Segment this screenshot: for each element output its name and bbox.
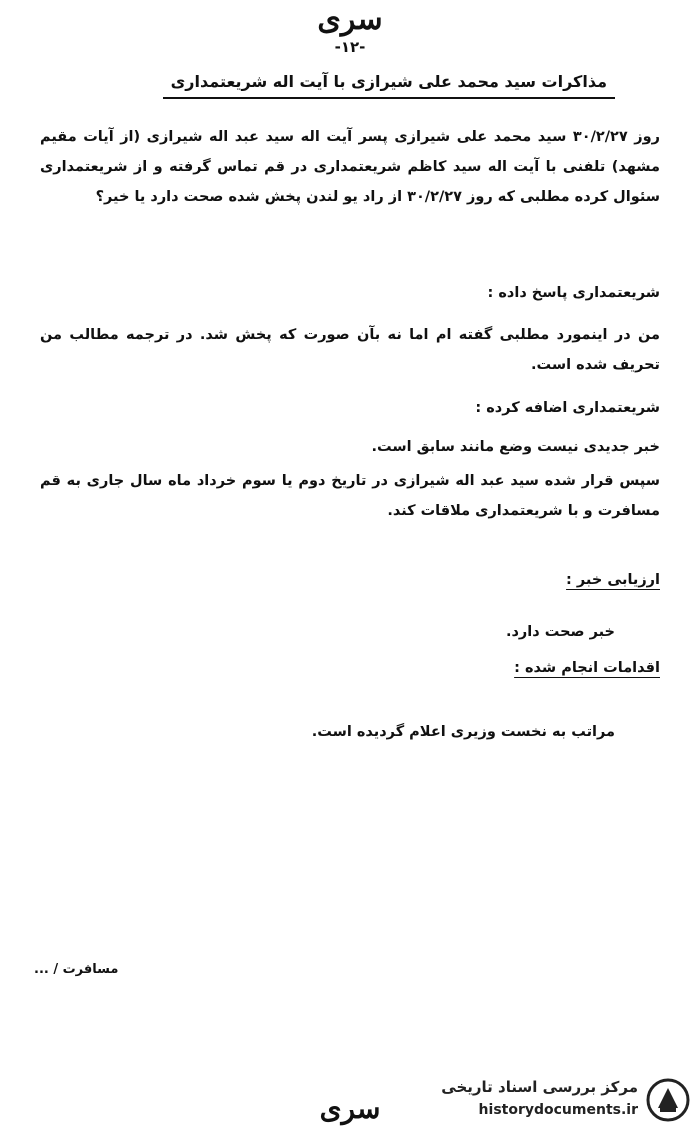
evaluation-label: ارزیابی خبر : (566, 572, 660, 588)
evaluation-value: خبر صحت دارد. (505, 624, 615, 640)
document-title: مذاکرات سید محمد علی شیرازی با آیت اله شریعتمداری (163, 72, 615, 99)
classification-header: سری (317, 2, 383, 37)
intro-paragraph: روز ۳۰/۲/۲۷ سید محمد علی شیرازی پسر آیت اله سید عبد اله شیرازی (از آیات مقیم مشهد) تلفنی با آیت اله سید کاظم شریعتمداری در قم تماس گرفته و از شریعتمداری سئوال کرده مطلبی که روز ۳۰/۲/۲۷ از راد یو لندن پخش شده صحت دارد یا خیر؟ (40, 129, 660, 205)
reply-paragraph: من در اینمورد مطلبی گفته ام اما نه بآن صورت که پخش شد. در ترجمه مطالب من تحریف شده است. (40, 327, 660, 373)
actions-label: اقدامات انجام شده : (514, 660, 660, 676)
classification-footer: سری (319, 1092, 381, 1125)
footnote: مسافرت / ... (34, 962, 119, 977)
added-paragraph: خبر جدیدی نیست وضع مانند سابق است. (371, 439, 660, 455)
plan-paragraph: سپس قرار شده سید عبد اله شیرازی در تاریخ دوم یا سوم خرداد ماه سال جاری به قم مسافرت و با شریعتمداری ملاقات کند. (40, 473, 660, 519)
added-label: شریعتمداری اضافه کرده : (475, 400, 660, 416)
watermark-name: مرکز بررسی اسناد تاریخی (441, 1078, 638, 1096)
archive-logo-icon (646, 1078, 690, 1122)
watermark-url: historydocuments.ir (478, 1102, 638, 1118)
actions-value: مراتب به نخست وزیری اعلام گردیده است. (311, 724, 615, 740)
watermark (400, 1072, 690, 1132)
reply-label: شریعتمداری پاسخ داده : (487, 285, 660, 301)
page-number: -۱۲- (334, 38, 366, 56)
